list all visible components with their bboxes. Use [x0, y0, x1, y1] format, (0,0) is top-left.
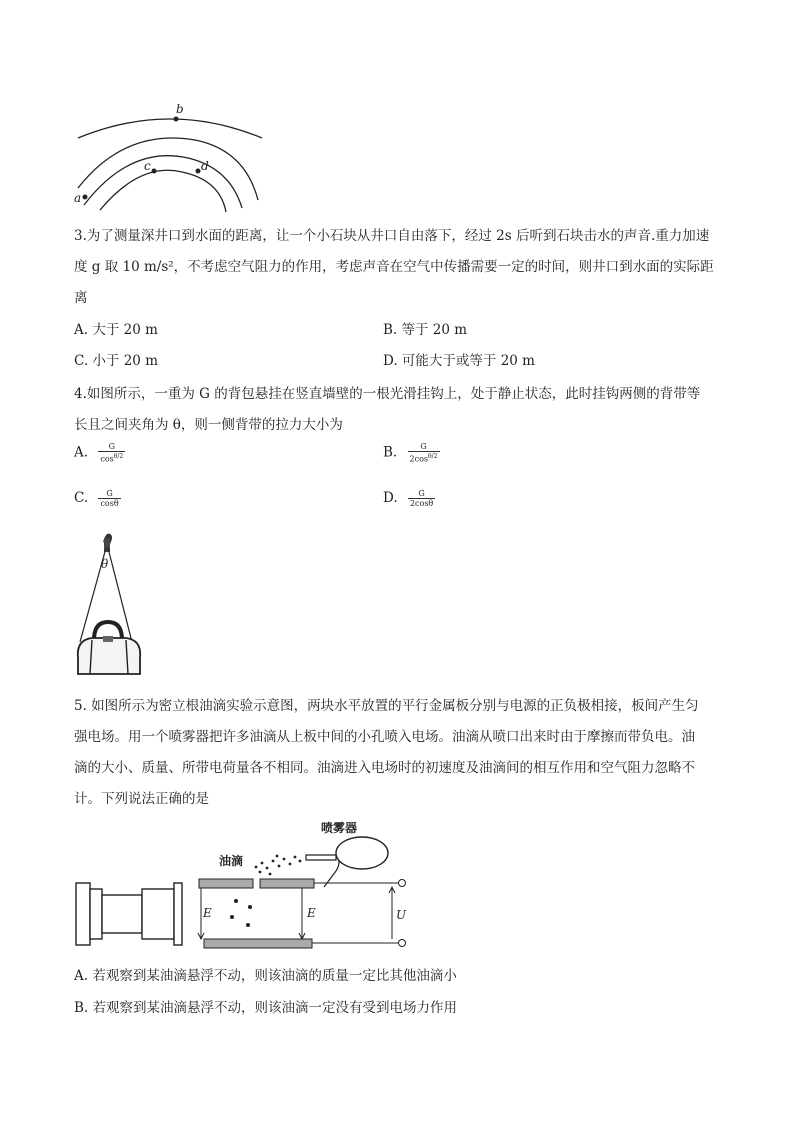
orbit-figure — [70, 100, 270, 210]
q3-option-d[interactable]: D. 可能大于或等于 20 m — [383, 353, 535, 369]
label-d: d — [201, 159, 209, 173]
q4-option-c-fraction — [98, 489, 120, 508]
label-c: c — [144, 159, 151, 173]
q5-option-b[interactable]: B. 若观察到某油滴悬浮不动，则该油滴一定没有受到电场力作用 — [74, 1000, 458, 1016]
droplet — [246, 923, 250, 927]
q4-option-b-prefix: B. — [383, 444, 398, 461]
q5-line-4: 计。下列说法正确的是 — [74, 791, 209, 807]
q4-option-d[interactable] — [383, 489, 435, 508]
millikan-figure — [74, 815, 414, 960]
q3-line-3: 离 — [74, 290, 88, 306]
backpack-figure — [70, 530, 150, 680]
q5-line-1: 5. 如图所示为密立根油滴实验示意图，两块水平放置的平行金属板分别与电源的正负极相接，板间产生匀 — [74, 698, 699, 714]
q4-option-b-fraction: $\frac{G}{2\cos^{\theta/2}}$ — [409, 442, 438, 464]
droplet — [234, 899, 238, 903]
label-b: b — [176, 102, 184, 116]
q4-c-numerator: G — [106, 489, 113, 498]
q4-line-1: 4.如图所示，一重为 G 的背包悬挂在竖直墙壁的一根光滑挂钩上，处于静止状态，此时挂钩两侧的背带等 — [74, 386, 701, 402]
q4-option-d-prefix: D. — [383, 490, 398, 506]
sprayer-icon — [306, 837, 388, 887]
q4-a-numerator: G — [108, 442, 115, 451]
q4-option-a[interactable] — [74, 442, 125, 464]
q4-line-2: 长且之间夹角为 θ，则一侧背带的拉力大小为 — [74, 417, 343, 433]
q4-b-numerator: G — [420, 442, 427, 451]
droplet — [230, 915, 234, 919]
inner-arc-2 — [100, 170, 226, 212]
q5-line-3: 滴的大小、质量、所带电荷量各不相同。油滴进入电场时的初速度及油滴间的相互作用和空气阻力忽略不 — [74, 760, 695, 776]
voltage-label: U — [396, 908, 407, 922]
q4-d-denominator: 2cosθ — [409, 499, 434, 508]
lower-plate — [204, 939, 312, 948]
q3-option-b[interactable]: B. 等于 20 m — [383, 322, 468, 338]
q4-option-a-prefix: A. — [74, 444, 89, 461]
q4-option-c-prefix: C. — [74, 490, 89, 506]
q3-line-1: 3.为了测量深井口到水面的距离，让一个小石块从井口自由落下，经过 2s 后听到石块击水的声音.重力加速 — [74, 228, 710, 244]
sprayer-label: 喷雾器 — [321, 821, 358, 835]
upper-plate-right — [260, 879, 314, 888]
droplet-label: 油滴 — [219, 854, 244, 868]
spray-cloud — [255, 855, 302, 876]
point-d — [196, 169, 201, 174]
outer-arc — [78, 119, 262, 138]
q4-a-denominator: cos — [100, 454, 114, 464]
q5-option-a[interactable]: A. 若观察到某油滴悬浮不动，则该油滴的质量一定比其他油滴小 — [74, 968, 457, 984]
point-c — [152, 169, 157, 174]
inner-arc-1 — [84, 156, 242, 208]
q4-option-d-fraction — [408, 489, 435, 508]
q5-line-2: 强电场。用一个喷雾器把许多油滴从上板中间的小孔喷入电场。油滴从喷口出来时由于摩擦而带负电。油 — [74, 729, 695, 745]
label-a: a — [74, 191, 82, 205]
q4-option-a-fraction: $\frac{G}{\cos^{\theta/2}}$ — [100, 442, 124, 464]
theta-label: θ — [101, 557, 109, 571]
q3-option-a[interactable]: A. 大于 20 m — [74, 322, 158, 338]
backpack-icon — [78, 638, 140, 674]
q4-option-b[interactable] — [383, 442, 440, 464]
q3-option-c[interactable]: C. 小于 20 m — [74, 353, 158, 369]
upper-plate-left — [199, 879, 253, 888]
middle-arc — [78, 138, 258, 200]
terminal-bottom — [399, 940, 406, 947]
q4-d-numerator: G — [418, 489, 425, 498]
field-label-left: E — [203, 906, 212, 920]
terminal-top — [399, 880, 406, 887]
droplet — [248, 905, 252, 909]
q4-c-denominator: cosθ — [100, 499, 119, 508]
point-b — [174, 117, 179, 122]
point-a — [83, 195, 88, 200]
q4-b-denominator: 2cos — [409, 454, 429, 464]
q4-option-c[interactable] — [74, 489, 121, 508]
microscope-icon — [76, 883, 182, 945]
bag-buckle — [103, 636, 113, 642]
q3-line-2: 度 g 取 10 m/s²，不考虑空气阻力的作用，考虑声音在空气中传播需要一定的时间，则井口到水面的实际距 — [74, 259, 714, 275]
field-label-right: E — [307, 906, 316, 920]
